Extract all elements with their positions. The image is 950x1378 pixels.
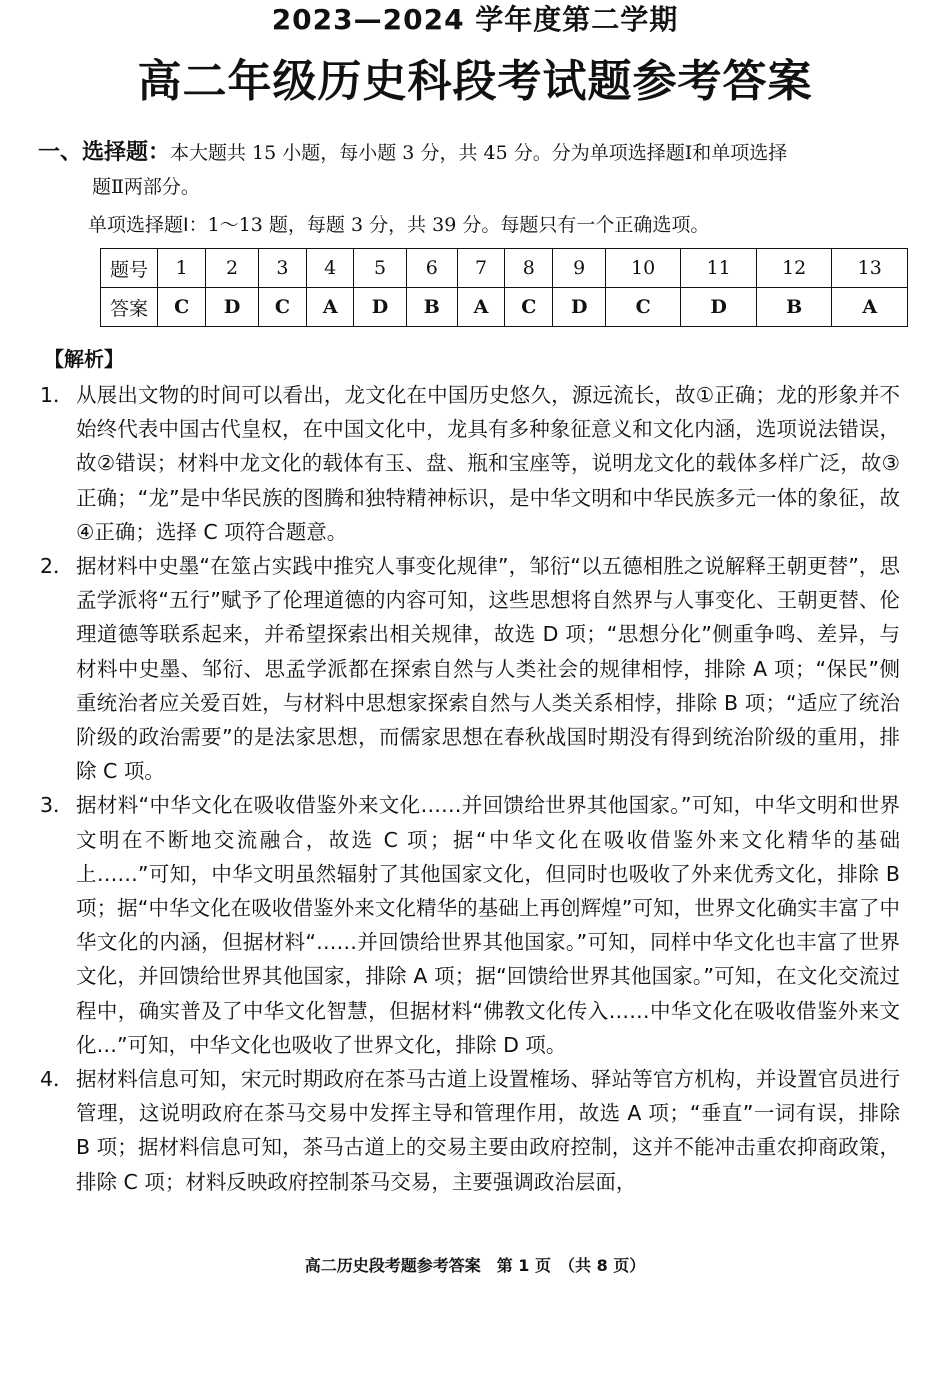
document-title: 高二年级历史科段考试题参考答案 <box>137 56 813 107</box>
question-number-cell: 7 <box>457 249 504 288</box>
question-number-row <box>101 249 908 288</box>
question-number-cell: 8 <box>505 249 553 288</box>
subsection-header <box>88 208 908 242</box>
analysis-item-number: 2． <box>40 554 74 579</box>
question-number-cell: 2 <box>206 249 258 288</box>
analysis-item-text: 据材料中史墨“在筮占实践中推究人事变化规律”，邹衍“以五德相胜之说解释王朝更替”，思孟学派将“五行”赋予了伦理道德的内容可知，这些思想将自然界与人事变化、王朝更替、伦理道德等联系起来，并希望探索出相关规律，故选 D 项；“思想分化”侧重争鸣、差异，与材料中史墨、邹衍、思孟学派都在探索自然与人类社会的规律相悖，排除 A 项；“保民”侧重统治者应关爱百姓，与材料中思想家探索自然与人类关系相悖，排除 B 项；“适应了统治阶级的政治需要”的是法家思想，而儒家思想在春秋战国时期没有得到统治阶级的重用，排除 C 项。 <box>76 554 900 784</box>
semester-title: 2023—2024 学年度第二学期 <box>271 3 679 36</box>
question-number-cell: 3 <box>258 249 306 288</box>
answer-row <box>101 288 908 327</box>
section-desc-line2: 题Ⅱ两部分。 <box>92 176 200 198</box>
question-number-cell: 13 <box>832 249 908 288</box>
answer-cell: D <box>354 288 406 327</box>
subsection-desc: 1～13 题，每题 3 分，共 39 分。每题只有一个正确选项。 <box>207 214 710 236</box>
question-number-cell: 4 <box>307 249 354 288</box>
analysis-item-4 <box>40 1062 900 1199</box>
section-choice-header <box>38 136 908 204</box>
analysis-item-text: 据材料信息可知，宋元时期政府在茶马古道上设置榷场、驿站等官方机构，并设置官员进行管理，这说明政府在茶马交易中发挥主导和管理作用，故选 A 项；“垂直”一词有误，排除 B 项；据材料信息可知，茶马古道上的交易主要由政府控制，这并不能冲击重农抑商政策，排除 C 项；材料反映政府控制茶马交易，主要强调政治层面， <box>76 1067 900 1194</box>
page-footer: 高二历史段考题参考答案 第 1 页 （共 8 页） <box>304 1256 646 1275</box>
analysis-item-2 <box>40 549 900 788</box>
question-number-cell: 11 <box>681 249 757 288</box>
question-row-label: 题号 <box>101 249 158 288</box>
answer-cell: C <box>158 288 206 327</box>
analysis-list <box>40 378 900 1199</box>
answer-cell: A <box>307 288 354 327</box>
analysis-heading: 【解析】 <box>44 347 124 371</box>
answer-cell: C <box>605 288 681 327</box>
question-number-cell: 10 <box>605 249 681 288</box>
analysis-item-number: 1． <box>40 383 74 407</box>
answer-cell: A <box>832 288 908 327</box>
question-number-cell: 12 <box>756 249 832 288</box>
question-number-cell: 6 <box>406 249 457 288</box>
answer-cell: D <box>553 288 605 327</box>
section-desc-line1: 本大题共 15 小题，每小题 3 分，共 45 分。分为单项选择题Ⅰ和单项选择 <box>170 142 788 164</box>
question-number-cell: 5 <box>354 249 406 288</box>
answer-cell: B <box>756 288 832 327</box>
section-header-line1 <box>38 136 908 170</box>
analysis-item-number: 3． <box>40 793 74 818</box>
answer-cell: B <box>406 288 457 327</box>
question-number-cell: 1 <box>158 249 206 288</box>
question-number-cell: 9 <box>553 249 605 288</box>
answer-cell: A <box>457 288 504 327</box>
answer-cell: C <box>505 288 553 327</box>
analysis-item-3 <box>40 788 900 1062</box>
analysis-item-text: 据材料“中华文化在吸收借鉴外来文化……并回馈给世界其他国家。”可知，中华文明和世界文明在不断地交流融合，故选 C 项；据“中华文化在吸收借鉴外来文化精华的基础上……”可知，中华文明虽然辐射了其他国家文化，但同时也吸收了外来优秀文化，排除 B 项；据“中华文化在吸收借鉴外来文化精华的基础上再创辉煌”可知，世界文化确实丰富了中华文化的内涵，但据材料“……并回馈给世界其他国家。”可知，同样中华文化也丰富了世界文化，并回馈给世界其他国家，排除 A 项；据“回馈给世界其他国家。”可知，在文化交流过程中，确实普及了中华文化智慧，但据材料“佛教文化传入……中华文化在吸收借鉴外来文化…”可知，中华文化也吸收了世界文化，排除 D 项。 <box>76 793 900 1057</box>
answer-row-label: 答案 <box>101 288 158 327</box>
analysis-item-text: 从展出文物的时间可以看出，龙文化在中国历史悠久，源远流长，故①正确；龙的形象并不始终代表中国古代皇权，在中国文化中，龙具有多种象征意义和文化内涵，选项说法错误，故②错误；材料中龙文化的载体有玉、盘、瓶和宝座等，说明龙文化的载体多样广泛，故③正确；“龙”是中华民族的图腾和独特精神标识，是中华文明和中华民族多元一体的象征，故④正确；选择 C 项符合题意。 <box>76 383 900 544</box>
answer-cell: D <box>681 288 757 327</box>
answer-cell: D <box>206 288 258 327</box>
section-label: 一、选择题： <box>38 140 171 165</box>
subsection-label: 单项选择题Ⅰ： <box>88 214 208 236</box>
answer-table <box>100 248 908 327</box>
answer-cell: C <box>258 288 306 327</box>
analysis-item-number: 4． <box>40 1067 74 1092</box>
analysis-item-1 <box>40 378 900 549</box>
